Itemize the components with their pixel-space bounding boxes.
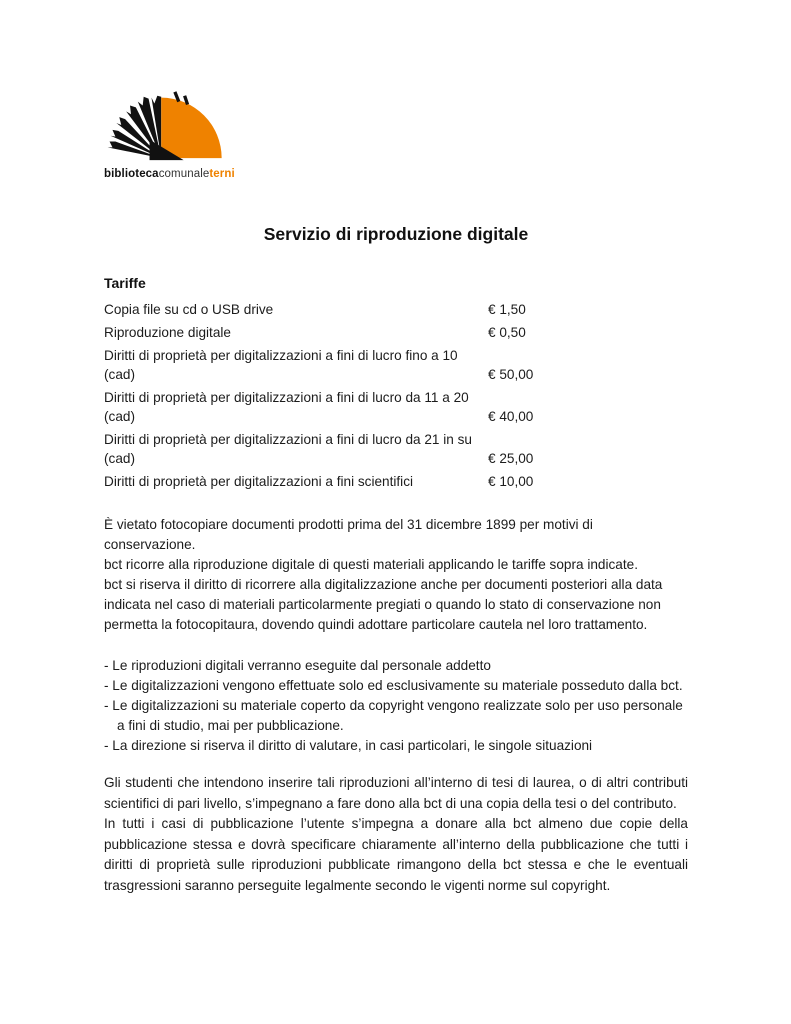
tariff-price: € 40,00 — [488, 409, 534, 424]
notes-paragraph: bct si riserva il diritto di ricorrere alla digitalizzazione anche per documenti posteriori alla data indicata nel caso di materiali particolarmente pregiati o quando lo stato di conservazione non permetta la fotocopitaura, dovendo quindi adottare particolare cautela nel loro trattamento. — [104, 577, 663, 632]
tariff-label: Diritti di proprietà per digitalizzazioni a fini di lucro da 21 in su (cad) — [104, 432, 472, 466]
tariff-row — [104, 323, 688, 342]
rule-item: - Le digitalizzazioni vengono effettuate solo ed esclusivamente su materiale posseduto dalla bct. — [104, 678, 683, 693]
closing-paragraph: Gli studenti che intendono inserire tali riproduzioni all’interno di tesi di laurea, o di altri contributi scientifici di pari livello, s’impegnano a fare dono alla bct di una copia della tesi o del contributo. — [104, 775, 688, 811]
rule-item: - Le riproduzioni digitali verranno eseguite dal personale addetto — [104, 658, 491, 673]
rules-list — [104, 656, 688, 756]
page-title: Servizio di riproduzione digitale — [263, 224, 529, 244]
tariff-row — [104, 430, 688, 468]
notes-paragraph: È vietato fotocopiare documenti prodotti prima del 31 dicembre 1899 per motivi di conservazione. — [104, 517, 593, 552]
tariff-row — [104, 346, 688, 384]
tariff-row — [104, 388, 688, 426]
tariff-label: Riproduzione digitale — [104, 325, 231, 340]
logo-fan-icon — [104, 85, 236, 163]
tariff-price: € 0,50 — [488, 325, 526, 340]
logo-wordmark — [104, 168, 244, 180]
tariff-price: € 25,00 — [488, 451, 534, 466]
tariff-label: Diritti di proprietà per digitalizzazioni a fini di lucro da 11 a 20 (cad) — [104, 390, 469, 424]
notes-paragraph: bct ricorre alla riproduzione digitale di questi materiali applicando le tariffe sopra indicate. — [104, 557, 638, 572]
tariff-label: Diritti di proprietà per digitalizzazioni a fini di lucro fino a 10 (cad) — [104, 348, 458, 382]
tariff-price: € 50,00 — [488, 367, 534, 382]
tariff-price: € 1,50 — [488, 302, 526, 317]
library-logo — [104, 85, 244, 180]
rule-item: - Le digitalizzazioni su materiale coperto da copyright vengono realizzate solo per uso personale a fini di studio, mai per pubblicazione. — [104, 698, 683, 733]
tariff-row — [104, 472, 688, 491]
closing-section — [104, 773, 688, 896]
tariff-label: Diritti di proprietà per digitalizzazioni a fini scientifici — [104, 474, 414, 489]
tariff-price: € 10,00 — [488, 474, 534, 489]
tariff-label: Copia file su cd o USB drive — [104, 302, 274, 317]
tariffs-section — [104, 275, 688, 491]
tariff-row — [104, 300, 688, 319]
logo-text-comunale: comunale — [158, 168, 210, 180]
closing-paragraph: In tutti i casi di pubblicazione l’utente s’impegna a donare alla bct almeno due copie della pubblicazione stessa e dovrà specificare chiaramente all’interno della pubblicazione che tutti i diritti di proprietà sulle riproduzioni pubblicate rimangono della bct stessa e che le eventuali trasgressioni saranno perseguite legalmente secondo le vigenti norme sul copyright. — [104, 816, 688, 893]
logo-text-biblioteca: biblioteca — [104, 168, 159, 180]
notes-section — [104, 515, 688, 635]
tariffs-heading: Tariffe — [104, 275, 146, 291]
rule-item: - La direzione si riserva il diritto di valutare, in casi particolari, le singole situazioni — [104, 738, 593, 753]
logo-text-terni: terni — [209, 168, 235, 180]
